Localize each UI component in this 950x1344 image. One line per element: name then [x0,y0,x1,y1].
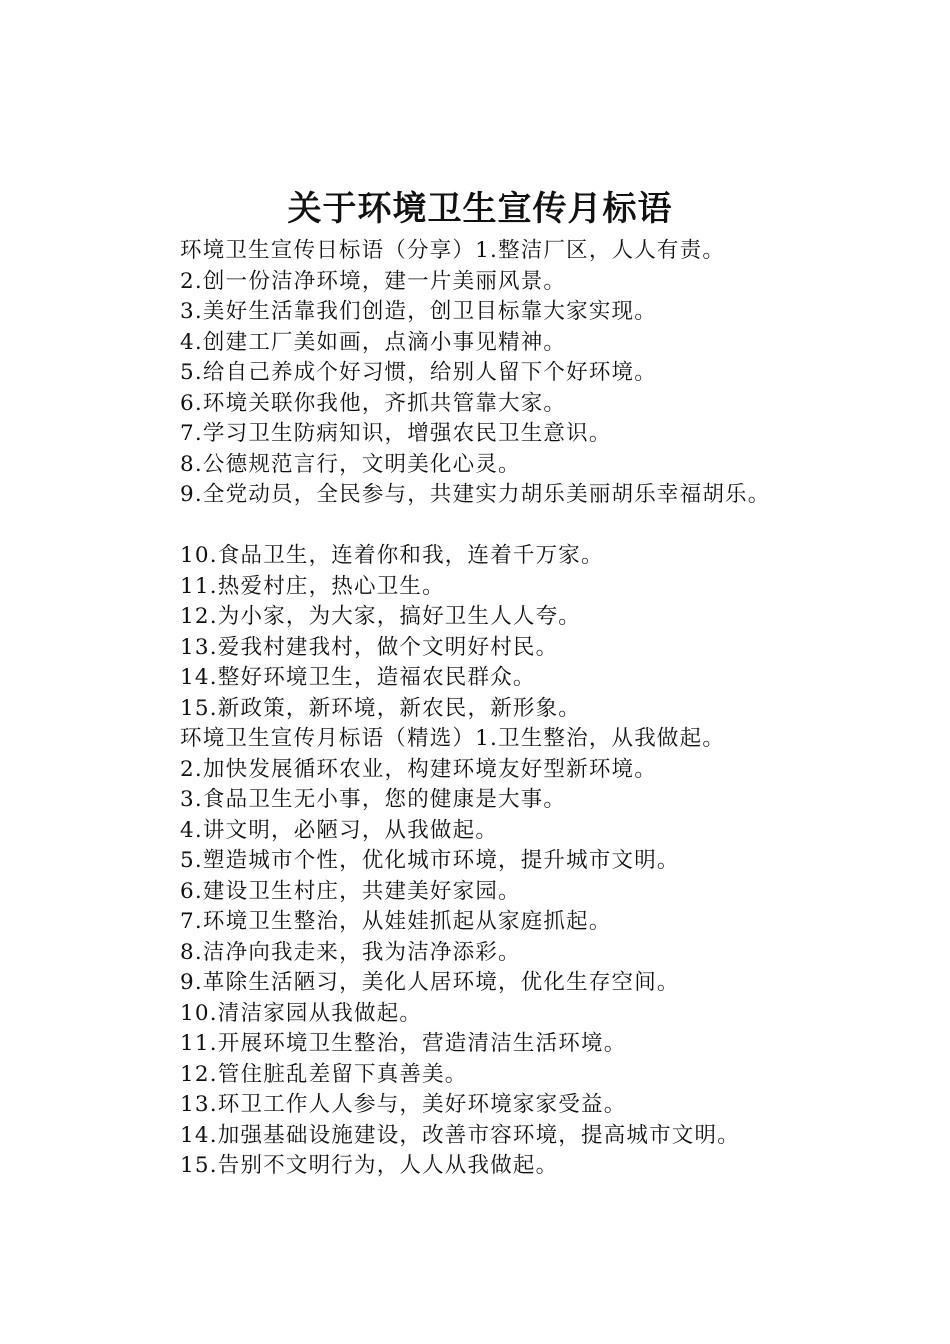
slogan-line: 6.建设卫生村庄，共建美好家园。 [180,878,521,904]
slogan-line: 13.环卫工作人人参与，美好环境家家受益。 [180,1092,627,1117]
slogan-line: 3.食品卫生无小事，您的健康是大事。 [180,787,567,812]
slogan-line: 9.全党动员，全民参与，共建实力胡乐美丽胡乐幸福胡乐。 [180,482,771,507]
page-title: 关于环境卫生宣传月标语 [287,189,673,229]
slogan-line: 4.创建工厂美如画，点滴小事见精神。 [180,329,567,355]
slogan-line: 11.热爱村庄，热心卫生。 [180,573,445,599]
slogan-line: 15.告别不文明行为，人人从我做起。 [180,1153,559,1178]
slogan-line: 12.为小家，为大家，搞好卫生人人夸。 [180,604,581,629]
slogan-line: 8.公德规范言行，文明美化心灵。 [180,451,521,477]
slogan-line: 2.加快发展循环农业，构建环境友好型新环境。 [180,756,657,782]
slogan-line: 12.管住脏乱差留下真善美。 [180,1061,468,1087]
slogan-line: 环境卫生宣传日标语（分享）1.整洁厂区，人人有责。 [180,238,726,263]
slogan-line: 9.革除生活陋习，美化人居环境，优化生存空间。 [180,970,680,995]
blank-line [180,511,940,542]
slogan-line: 3.美好生活靠我们创造，创卫目标靠大家实现。 [180,299,657,324]
slogan-line: 7.学习卫生防病知识，增强农民卫生意识。 [180,421,612,446]
slogan-line: 4.讲文明，必陋习，从我做起。 [180,817,499,843]
slogan-line: 5.给自己养成个好习惯，给别人留下个好环境。 [180,360,657,385]
slogan-line: 15.新政策，新环境，新农民，新形象。 [180,695,581,721]
slogan-line: 2.创一份洁净环境，建一片美丽风景。 [180,268,567,294]
slogan-line: 7.环境卫生整治，从娃娃抓起从家庭抓起。 [180,909,612,934]
slogan-line: 11.开展环境卫生整治，营造清洁生活环境。 [180,1031,627,1056]
slogan-line: 环境卫生宣传月标语（精选）1.卫生整治，从我做起。 [180,726,726,751]
slogan-line: 10.清洁家园从我做起。 [180,1000,423,1026]
slogan-line: 14.加强基础设施建设，改善市容环境，提高城市文明。 [180,1122,740,1148]
slogan-line: 5.塑造城市个性，优化城市环境，提升城市文明。 [180,848,680,873]
slogan-line: 13.爱我村建我村，做个文明好村民。 [180,634,559,660]
slogan-line: 14.整好环境卫生，造福农民群众。 [180,665,536,690]
document-body [180,236,940,1182]
slogan-line: 6.环境关联你我他，齐抓共管靠大家。 [180,390,567,416]
slogan-line: 8.洁净向我走来，我为洁净添彩。 [180,939,521,965]
slogan-line: 10.食品卫生，连着你和我，连着千万家。 [180,543,604,568]
